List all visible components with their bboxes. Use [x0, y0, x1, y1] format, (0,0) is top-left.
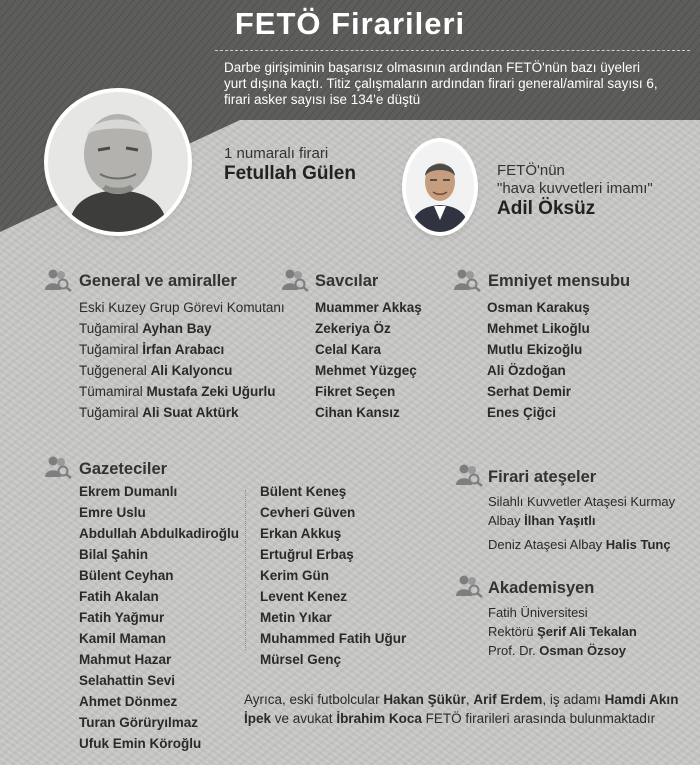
academic-line-3: Prof. Dr. Osman Özsoy — [488, 643, 626, 658]
people-search-icon — [281, 268, 309, 292]
attaches-heading: Firari ateşeler — [488, 468, 597, 486]
list-item: Cihan Kansız — [315, 405, 400, 420]
police-heading: Emniyet mensubu — [488, 272, 631, 290]
people-search-icon — [455, 463, 483, 487]
list-item: Tuğamiral Ayhan Bay — [79, 321, 212, 336]
attache-line-1: Silahlı Kuvvetler Ataşesi Kurmay — [488, 494, 676, 509]
attache-line-3: Deniz Ataşesi Albay Halis Tunç — [488, 537, 671, 552]
list-item: Fatih Akalan — [79, 589, 159, 604]
list-item: Cevheri Güven — [260, 505, 356, 520]
list-item: Mehmet Yüzgeç — [315, 363, 417, 378]
people-search-icon — [44, 455, 72, 479]
list-item: Mürsel Genç — [260, 652, 342, 667]
list-item: Mutlu Ekizoğlu — [487, 342, 583, 357]
people-search-icon — [455, 574, 483, 598]
academic-line-2: Rektörü Şerif Ali Tekalan — [488, 624, 637, 639]
list-item: Levent Kenez — [260, 589, 348, 604]
generals-list — [79, 300, 285, 426]
list-item: Fatih Yağmur — [79, 610, 165, 625]
list-item: Ufuk Emin Köroğlu — [79, 736, 202, 751]
list-item: Selahattin Sevi — [79, 673, 176, 688]
list-item: Mahmut Hazar — [79, 652, 172, 667]
list-item: Ahmet Dönmez — [79, 694, 178, 709]
gulen-caption-block — [224, 145, 356, 185]
list-item: Zekeriya Öz — [315, 321, 391, 336]
list-item: Bülent Keneş — [260, 484, 347, 499]
journalists-heading: Gazeteciler — [79, 460, 168, 478]
journalists-divider — [245, 490, 246, 650]
list-item: Abdullah Abdulkadiroğlu — [79, 526, 239, 541]
list-item: Emre Uslu — [79, 505, 146, 520]
list-item: Celal Kara — [315, 342, 382, 357]
journalists-list-1 — [79, 484, 239, 757]
oksuz-portrait — [406, 142, 474, 232]
list-item: Erkan Akkuş — [260, 526, 342, 541]
list-item: Ali Özdoğan — [487, 363, 566, 378]
academics-heading: Akademisyen — [488, 579, 595, 597]
list-item: Ertuğrul Erbaş — [260, 547, 354, 562]
list-item: Metin Yıkar — [260, 610, 332, 625]
list-item: Tuğamiral İrfan Arabacı — [79, 342, 225, 357]
oksuz-caption-2: "hava kuvvetleri imamı" — [497, 180, 653, 197]
intro-text: Darbe girişiminin başarısız olmasının ardından FETÖ'nün bazı üyeleri yurt dışına kaçtı. Titiz çalışmaların ardından firari general/amiral sayısı 6, firari asker sayısı ise 134'e düştü — [224, 60, 658, 107]
list-item: Kamil Maman — [79, 631, 167, 646]
list-item: Fikret Seçen — [315, 384, 396, 399]
list-item: Osman Karakuş — [487, 300, 590, 315]
gulen-caption: 1 numaralı firari — [224, 145, 329, 162]
list-item: Kerim Gün — [260, 568, 330, 583]
page-title: FETÖ Firarileri — [234, 6, 466, 41]
list-item: Mehmet Likoğlu — [487, 321, 590, 336]
list-item: Bülent Ceyhan — [79, 568, 174, 583]
list-item: Bilal Şahin — [79, 547, 149, 562]
list-item: Enes Çiğci — [487, 405, 557, 420]
attaches-block — [488, 492, 675, 554]
list-item: Tümamiral Mustafa Zeki Uğurlu — [79, 384, 276, 399]
list-item: Muammer Akkaş — [315, 300, 422, 315]
list-item: Serhat Demir — [487, 384, 572, 399]
oksuz-caption-block — [497, 162, 653, 220]
prosecutors-heading: Savcılar — [315, 272, 379, 290]
people-search-icon — [44, 268, 72, 292]
list-item: Muhammed Fatih Uğur — [260, 631, 407, 646]
prosecutors-list — [315, 300, 422, 426]
police-list — [487, 300, 590, 426]
title-divider — [215, 50, 690, 51]
list-item: Ekrem Dumanlı — [79, 484, 178, 499]
list-item: Tuğamiral Ali Suat Aktürk — [79, 405, 239, 420]
footer-note: Ayrıca, eski futbolcular Hakan Şükür, Arif Erdem, iş adamı Hamdi Akın İpek ve avukat İbrahim Koca FETÖ firarileri arasında bulunmaktadır — [244, 692, 679, 726]
oksuz-name: Adil Öksüz — [497, 198, 596, 219]
gulen-name: Fetullah Gülen — [224, 163, 356, 184]
list-item: Tuğgeneral Ali Kalyoncu — [79, 363, 233, 378]
gulen-portrait — [48, 92, 188, 232]
list-item: Eski Kuzey Grup Görevi Komutanı — [79, 300, 285, 315]
academics-block — [488, 603, 637, 660]
people-search-icon — [453, 268, 481, 292]
oksuz-caption-1: FETÖ'nün — [497, 162, 565, 179]
attache-line-2: Albay İlhan Yaşıtlı — [488, 513, 596, 528]
academic-line-1: Fatih Üniversitesi — [488, 605, 588, 620]
generals-heading: General ve amiraller — [79, 272, 237, 290]
list-item: Turan Görüryılmaz — [79, 715, 199, 730]
journalists-list-2 — [260, 484, 406, 673]
